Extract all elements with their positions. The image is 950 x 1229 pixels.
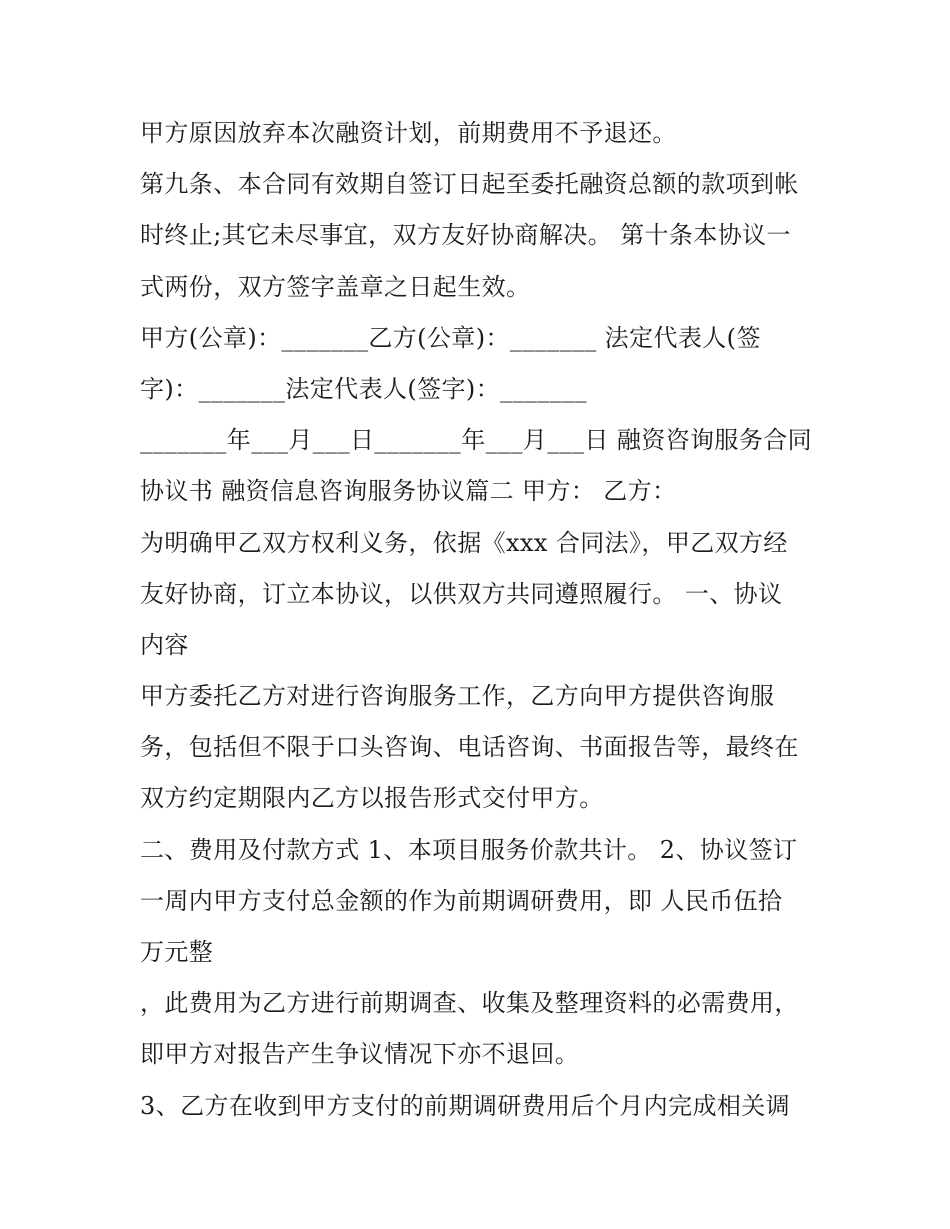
text-line: 内容 [140,630,189,659]
text-line: 协议书 融资信息咨询服务协议篇二 甲方： 乙方： [140,477,677,506]
text-line: 字)：_______法定代表人(签字)：_______ [140,374,587,403]
text-line: 式两份，双方签字盖章之日起生效。 [140,272,531,301]
text-line: 双方约定期限内乙方以报告形式交付甲方。 [140,784,604,813]
text-line: 务，包括但不限于口头咨询、电话咨询、书面报告等，最终在 [140,733,799,762]
text-line: _______年___月___日_______年___月___日 融资咨询服务合同 [140,426,813,455]
text-line: 甲方委托乙方对进行咨询服务工作，乙方向甲方提供咨询服 [140,682,775,711]
text-line: ，此费用为乙方进行前期调查、收集及整理资料的必需费用， [140,989,799,1018]
text-line: 甲方原因放弃本次融资计划，前期费用不予退还。 [140,119,677,147]
text-line: 3、乙方在收到甲方支付的前期调研费用后个月内完成相关调 [140,1091,791,1120]
text-line: 万元整 [140,938,214,966]
text-line: 时终止;其它未尽事宜，双方友好协商解决。 第十条本协议一 [140,221,791,250]
text-line: 甲方(公章)：_______乙方(公章)：_______ 法定代表人(签 [140,323,761,352]
text-line: 第九条、本合同有效期自签订日起至委托融资总额的款项到帐 [140,170,799,199]
text-line: 为明确甲乙双方权利义务，依据《xxx 合同法》，甲乙双方经 [140,528,788,557]
document-body [140,108,820,1132]
text-line: 友好协商，订立本协议，以供双方共同遵照履行。 一、协议 [140,579,783,608]
text-line: 一周内甲方支付总金额的作为前期调研费用，即 人民币伍拾 [140,886,783,915]
text-line: 即甲方对报告产生争议情况下亦不退回。 [140,1040,580,1069]
text-line: 二、费用及付款方式 1、本项目服务价款共计。 2、协议签订 [140,835,798,864]
